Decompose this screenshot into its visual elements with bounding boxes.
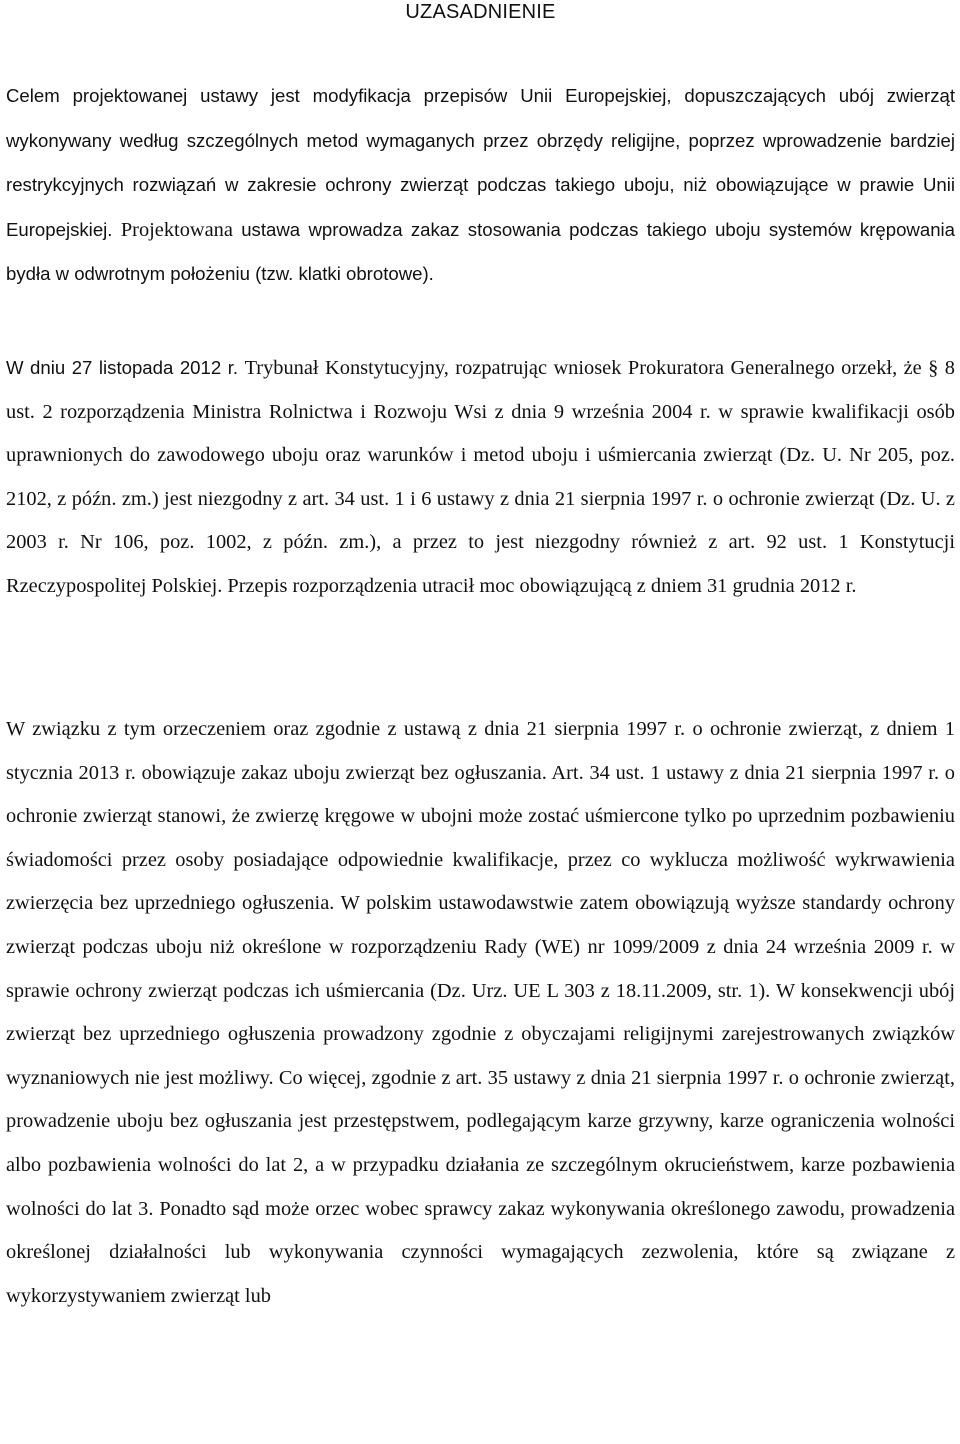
paragraph-3 xyxy=(6,708,955,1318)
paragraph-1-segment-3: ustawa wprowadza zakaz stosowania podczas takiego uboju systemów krępowania bydła w odwrotnym położeniu (tzw. klatki obrotowe). xyxy=(6,218,956,285)
paragraph-1-segment-2: Projektowana xyxy=(120,218,242,241)
document-title: UZASADNIENIE xyxy=(405,1,556,23)
paragraph-2-segment-1: W dniu 27 listopada 2012 r. xyxy=(6,357,245,378)
paragraph-1-segment-1: Celem projektowanej ustawy jest modyfikacja przepisów Unii Europejskiej, dopuszczających ubój zwierząt wykonywany według szczególnych metod wymaganych przez obrzędy religijne, poprzez wprowadzenie bardziej restrykcyjnych rozwiązań w zakresie ochrony zwierząt podczas takiego uboju, niż obowiązujące w prawie Unii Europejskiej. xyxy=(6,85,955,240)
document-page xyxy=(6,0,956,1307)
paragraph-2 xyxy=(6,346,955,609)
paragraph-2-segment-2: Trybunał Konstytucyjny, rozpatrując wniosek Prokuratora Generalnego orzekł, że § 8 ust. 2 rozporządzenia Ministra Rolnictwa i Rozwoju Wsi z dnia 9 września 2004 r. w sprawie kwalifikacji osób uprawnionych do zawodowego uboju oraz warunków i metod uboju i uśmiercania zwierząt (Dz. U. Nr 205, poz. 2102, z późn. zm.) jest niezgodny z art. 34 ust. 1 i 6 ustawy z dnia 21 sierpnia 1997 r. o ochronie zwierząt (Dz. U. z 2003 r. Nr 106, poz. 1002, z późn. zm.), a przez to jest niezgodny również z art. 92 ust. 1 Konstytucji Rzeczypospolitej Polskiej. Przepis rozporządzenia utracił moc obowiązującą z dniem 31 grudnia 2012 r. xyxy=(6,357,955,597)
paragraph-3-segment-1: W związku z tym orzeczeniem oraz zgodnie z ustawą z dnia 21 sierpnia 1997 r. o ochronie zwierząt, z dniem 1 stycznia 2013 r. obowiązuje zakaz uboju zwierząt bez ogłuszania. Art. 34 ust. 1 ustawy z dnia 21 sierpnia 1997 r. o ochronie zwierząt stanowi, że zwierzę kręgowe w ubojni może zostać uśmiercone tylko po uprzednim pozbawieniu świadomości przez osoby posiadające odpowiednie kwalifikacje, przez co wyklucza możliwość wykrwawienia zwierzęcia bez uprzedniego ogłuszenia. W polskim ustawodawstwie zatem obowiązują wyższe standardy ochrony zwierząt podczas uboju niż określone w rozporządzeniu Rady (WE) nr 1099/2009 z dnia 24 września 2009 r. w sprawie ochrony zwierząt podczas ich uśmiercania (Dz. Urz. UE L 303 z 18.11.2009, str. 1). W konsekwencji ubój zwierząt bez uprzedniego ogłuszenia prowadzony zgodnie z obyczajami religijnymi zarejestrowanych związków wyznaniowych nie jest możliwy. Co więcej, zgodnie z art. 35 ustawy z dnia 21 sierpnia 1997 r. o ochronie zwierząt, prowadzenie uboju bez ogłuszania jest przestępstwem, podlegającym karze grzywny, karze ograniczenia wolności albo pozbawienia wolności do lat 2, a w przypadku działania ze szczególnym okrucieństwem, karze pozbawienia wolności do lat 3. Ponadto sąd może orzec wobec sprawcy zakaz wykonywania określonego zawodu, prowadzenia określonej działalności lub wykonywania czynności wymagających zezwolenia, które są związane z wykorzystywaniem zwierząt lub xyxy=(6,718,955,1307)
paragraph-1 xyxy=(6,74,955,297)
